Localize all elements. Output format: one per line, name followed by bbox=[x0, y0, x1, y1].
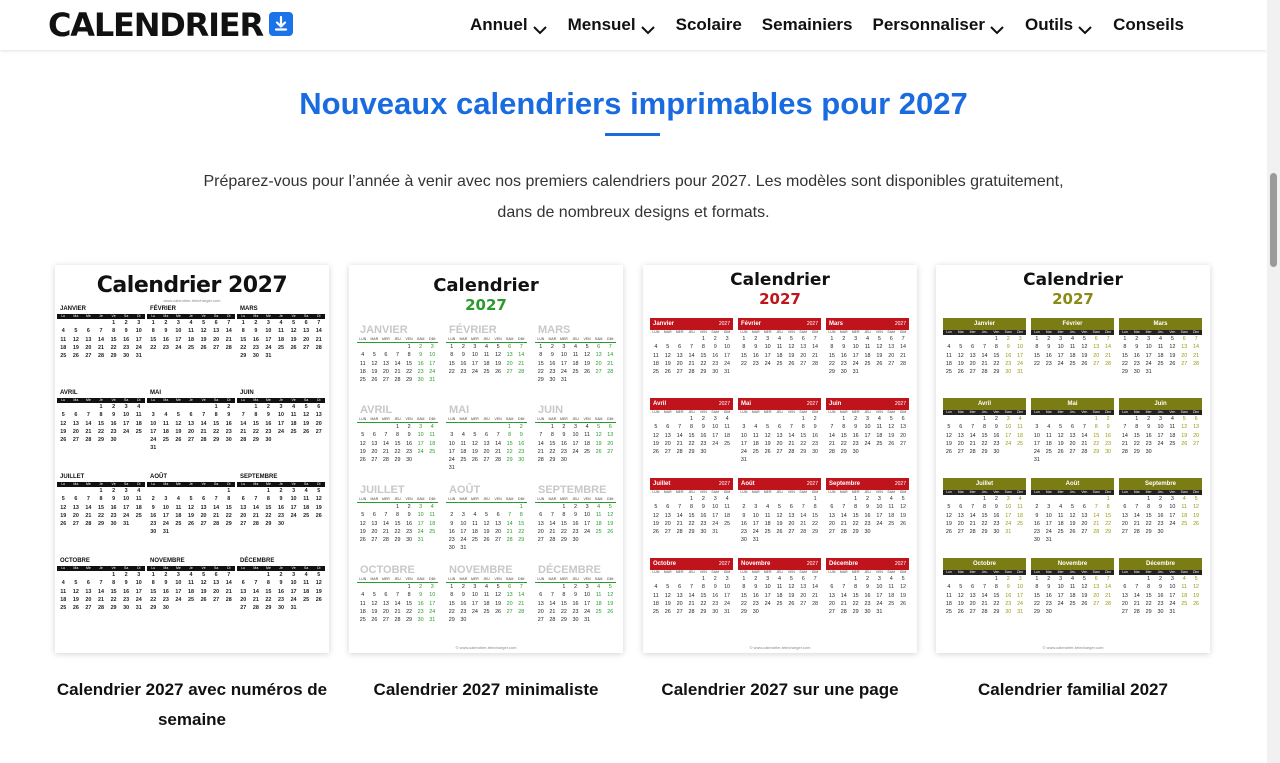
card-thumbnail[interactable] bbox=[936, 265, 1210, 653]
preview-month: SEPTEMBRE Lu Ma Me Je Ve Sa Di 1 2 3 4 5 6 7 8 9 10 11 12 13 14 15 16 17 18 19 20 21 22 23 24 25 26 27 28 29 30 bbox=[237, 473, 325, 528]
card-weeknumbers[interactable] bbox=[55, 265, 329, 735]
card-thumbnail[interactable] bbox=[55, 265, 329, 653]
nav-item-label: Conseils bbox=[1113, 15, 1184, 34]
site-header bbox=[0, 0, 1267, 50]
preview-month: Mai Lun Mar Mer Jeu Ven Sam Dim 1 2 3 4 5 6 7 8 9 10 11 12 13 14 15 16 17 18 19 20 21 22 23 24 25 26 27 28 29 30 31 bbox=[1031, 398, 1114, 465]
preview-month: Mars 2027 LUN MAR MER JEU VEN SAM DIM 1 2 3 4 5 6 7 8 9 10 11 12 13 14 15 16 17 18 19 20 21 22 23 24 25 26 27 28 29 30 31 bbox=[826, 318, 909, 376]
preview-month: OCTOBRE Lu Ma Me Je Ve Sa Di 1 2 3 4 5 6 7 8 9 10 11 12 13 14 15 16 17 18 19 20 21 22 23 24 25 26 27 28 29 30 31 bbox=[57, 557, 145, 612]
nav-item-1[interactable] bbox=[568, 15, 656, 35]
preview-month: Novembre 2027 LUN MAR MER JEU VEN SAM DIM 1 2 3 4 5 6 7 8 9 10 11 12 13 14 15 16 17 18 19 20 21 22 23 24 25 26 27 28 29 30 bbox=[738, 558, 821, 616]
preview-month: Août 2027 LUN MAR MER JEU VEN SAM DIM 1 2 3 4 5 6 7 8 9 10 11 12 13 14 15 16 17 18 19 20 21 22 23 24 25 26 27 28 29 30 31 bbox=[738, 478, 821, 545]
preview-title: Calendrier 2027 bbox=[96, 273, 288, 298]
nav-item-label: Annuel bbox=[469, 15, 528, 34]
card-caption[interactable]: Calendrier familial 2027 bbox=[978, 680, 1168, 699]
card-minimalist[interactable] bbox=[349, 265, 623, 705]
nav-item-label: Personnaliser bbox=[872, 15, 985, 34]
preview-month: JUIN Lu Ma Me Je Ve Sa Di 1 2 3 4 5 6 7 8 9 10 11 12 13 14 15 16 17 18 19 20 21 22 23 24 25 26 27 28 29 30 bbox=[237, 389, 325, 444]
preview-month: JUILLET LUN MAR MER JEU VEN SAM DIM 1 2 3 4 5 6 7 8 9 10 11 12 13 14 15 16 17 18 19 20 21 22 23 24 25 26 27 28 29 30 31 bbox=[357, 483, 438, 544]
card-onepage[interactable] bbox=[643, 265, 917, 705]
preview-month: Juin 2027 LUN MAR MER JEU VEN SAM DIM 1 2 3 4 5 6 7 8 9 10 11 12 13 14 15 16 17 18 19 20 21 22 23 24 25 26 27 28 29 30 bbox=[826, 398, 909, 456]
download-icon bbox=[269, 12, 293, 36]
preview-month: DÉCEMBRE LUN MAR MER JEU VEN SAM DIM 1 2 3 4 5 6 7 8 9 10 11 12 13 14 15 16 17 18 19 20 21 22 23 24 25 26 27 28 29 30 31 bbox=[535, 563, 616, 624]
logo-text: CALENDRIER bbox=[48, 6, 263, 44]
chevron-down-icon bbox=[640, 20, 656, 30]
chevron-down-icon bbox=[1077, 20, 1093, 30]
preview-url: © www.calendrier-telecharger.com bbox=[749, 645, 811, 650]
card-thumbnail[interactable] bbox=[643, 265, 917, 653]
section-title: Nouveaux calendriers imprimables pour 2027 bbox=[299, 86, 968, 121]
nav-item-4[interactable] bbox=[873, 15, 1005, 35]
preview-month: MAI Lu Ma Me Je Ve Sa Di 1 2 3 4 5 6 7 8 9 10 11 12 13 14 15 16 17 18 19 20 21 22 23 24 25 26 27 28 29 30 31 bbox=[147, 389, 235, 453]
preview-month: Octobre 2027 LUN MAR MER JEU VEN SAM DIM 1 2 3 4 5 6 7 8 9 10 11 12 13 14 15 16 17 18 19 20 21 22 23 24 25 26 27 28 29 30 31 bbox=[650, 558, 733, 616]
preview-month: Avril Lun Mar Mer Jeu Ven Sam Dim 1 2 3 4 5 6 7 8 9 10 11 12 13 14 15 16 17 18 19 20 21 22 23 24 25 26 27 28 29 30 bbox=[943, 398, 1026, 456]
preview-url: www.calendrier-telecharger.com bbox=[163, 298, 221, 303]
title-underline bbox=[605, 133, 660, 136]
preview-month: AVRIL LUN MAR MER JEU VEN SAM DIM 1 2 3 4 5 6 7 8 9 10 11 12 13 14 15 16 17 18 19 20 21 22 23 24 25 26 27 28 29 30 bbox=[357, 403, 438, 464]
preview-month: JANVIER Lu Ma Me Je Ve Sa Di 1 2 3 4 5 6 7 8 9 10 11 12 13 14 15 16 17 18 19 20 21 22 23 24 25 26 27 28 29 30 31 bbox=[57, 305, 145, 360]
card-caption[interactable]: Calendrier 2027 sur une page bbox=[661, 680, 899, 699]
preview-month: FÉVRIER LUN MAR MER JEU VEN SAM DIM 1 2 3 4 5 6 7 8 9 10 11 12 13 14 15 16 17 18 19 20 21 22 23 24 25 26 27 28 bbox=[446, 323, 527, 376]
nav-item-3[interactable] bbox=[762, 15, 853, 35]
preview-month: Décembre Lun Mar Mer Jeu Ven Sam Dim 1 2 3 4 5 6 7 8 9 10 11 12 13 14 15 16 17 18 19 20 21 22 23 24 25 26 27 28 29 30 31 bbox=[1119, 558, 1202, 616]
preview-month: Juin Lun Mar Mer Jeu Ven Sam Dim 1 2 3 4 5 6 7 8 9 10 11 12 13 14 15 16 17 18 19 20 21 22 23 24 25 26 27 28 29 30 bbox=[1119, 398, 1202, 456]
preview-title: Calendrier bbox=[433, 275, 539, 296]
card-thumbnail[interactable] bbox=[349, 265, 623, 653]
preview-month: AVRIL Lu Ma Me Je Ve Sa Di 1 2 3 4 5 6 7 8 9 10 11 12 13 14 15 16 17 18 19 20 21 22 23 24 25 26 27 28 29 30 bbox=[57, 389, 145, 444]
nav-item-2[interactable] bbox=[676, 15, 742, 35]
nav-item-label: Semainiers bbox=[761, 15, 853, 34]
card-caption[interactable]: Calendrier 2027 minimaliste bbox=[373, 680, 599, 699]
preview-month: Janvier Lun Mar Mer Jeu Ven Sam Dim 1 2 3 4 5 6 7 8 9 10 11 12 13 14 15 16 17 18 19 20 21 22 23 24 25 26 27 28 29 30 31 bbox=[943, 318, 1026, 376]
section-intro: Préparez-vous pour l’année à venir avec nos premiers calendriers pour 2027. Les modèles sont disponibles gratuitement, dans de nombreux designs et formats. bbox=[203, 173, 1064, 221]
preview-year: 2027 bbox=[759, 290, 801, 308]
card-caption[interactable]: Calendrier 2027 avec numéros de semaine bbox=[56, 680, 328, 729]
preview-month: Novembre Lun Mar Mer Jeu Ven Sam Dim 1 2 3 4 5 6 7 8 9 10 11 12 13 14 15 16 17 18 19 20 21 22 23 24 25 26 27 28 29 30 bbox=[1031, 558, 1114, 616]
preview-month: OCTOBRE LUN MAR MER JEU VEN SAM DIM 1 2 3 4 5 6 7 8 9 10 11 12 13 14 15 16 17 18 19 20 21 22 23 24 25 26 27 28 29 30 31 bbox=[357, 563, 438, 624]
preview-year: 2027 bbox=[1052, 290, 1094, 308]
preview-month: Juillet Lun Mar Mer Jeu Ven Sam Dim 1 2 3 4 5 6 7 8 9 10 11 12 13 14 15 16 17 18 19 20 21 22 23 24 25 26 27 28 29 30 31 bbox=[943, 478, 1026, 536]
preview-month: Septembre Lun Mar Mer Jeu Ven Sam Dim 1 2 3 4 5 6 7 8 9 10 11 12 13 14 15 16 17 18 19 20 21 22 23 24 25 26 27 28 29 30 bbox=[1119, 478, 1202, 536]
preview-month: AOÛT LUN MAR MER JEU VEN SAM DIM 1 2 3 4 5 6 7 8 9 10 11 12 13 14 15 16 17 18 19 20 21 22 23 24 25 26 27 28 29 30 31 bbox=[446, 483, 527, 553]
preview-month: MAI LUN MAR MER JEU VEN SAM DIM 1 2 3 4 5 6 7 8 9 10 11 12 13 14 15 16 17 18 19 20 21 22 23 24 25 26 27 28 29 30 31 bbox=[446, 403, 527, 473]
preview-month: MARS Lu Ma Me Je Ve Sa Di 1 2 3 4 5 6 7 8 9 10 11 12 13 14 15 16 17 18 19 20 21 22 23 24 25 26 27 28 29 30 31 bbox=[237, 305, 325, 360]
preview-month: Février Lun Mar Mer Jeu Ven Sam Dim 1 2 3 4 5 6 7 8 9 10 11 12 13 14 15 16 17 18 19 20 21 22 23 24 25 26 27 28 bbox=[1031, 318, 1114, 368]
preview-month: NOVEMBRE Lu Ma Me Je Ve Sa Di 1 2 3 4 5 6 7 8 9 10 11 12 13 14 15 16 17 18 19 20 21 22 23 24 25 26 27 28 29 30 bbox=[147, 557, 235, 612]
chevron-down-icon bbox=[532, 20, 548, 30]
preview-month: FÉVRIER Lu Ma Me Je Ve Sa Di 1 2 3 4 5 6 7 8 9 10 11 12 13 14 15 16 17 18 19 20 21 22 23 24 25 26 27 28 bbox=[147, 305, 235, 352]
preview-month: Juillet 2027 LUN MAR MER JEU VEN SAM DIM 1 2 3 4 5 6 7 8 9 10 11 12 13 14 15 16 17 18 19 20 21 22 23 24 25 26 27 28 29 30 31 bbox=[650, 478, 733, 536]
preview-month: Janvier 2027 LUN MAR MER JEU VEN SAM DIM 1 2 3 4 5 6 7 8 9 10 11 12 13 14 15 16 17 18 19 20 21 22 23 24 25 26 27 28 29 30 31 bbox=[650, 318, 733, 376]
preview-month: SEPTEMBRE LUN MAR MER JEU VEN SAM DIM 1 2 3 4 5 6 7 8 9 10 11 12 13 14 15 16 17 18 19 20 21 22 23 24 25 26 27 28 29 30 bbox=[535, 483, 616, 544]
preview-month: MARS LUN MAR MER JEU VEN SAM DIM 1 2 3 4 5 6 7 8 9 10 11 12 13 14 15 16 17 18 19 20 21 22 23 24 25 26 27 28 29 30 31 bbox=[535, 323, 616, 384]
nav-item-6[interactable] bbox=[1113, 15, 1184, 35]
card-family[interactable] bbox=[936, 265, 1210, 705]
preview-month: Mai 2027 LUN MAR MER JEU VEN SAM DIM 1 2 3 4 5 6 7 8 9 10 11 12 13 14 15 16 17 18 19 20 21 22 23 24 25 26 27 28 29 30 31 bbox=[738, 398, 821, 465]
preview-month: Avril 2027 LUN MAR MER JEU VEN SAM DIM 1 2 3 4 5 6 7 8 9 10 11 12 13 14 15 16 17 18 19 20 21 22 23 24 25 26 27 28 29 30 bbox=[650, 398, 733, 456]
preview-month: DÉCEMBRE Lu Ma Me Je Ve Sa Di 1 2 3 4 5 6 7 8 9 10 11 12 13 14 15 16 17 18 19 20 21 22 23 24 25 26 27 28 29 30 31 bbox=[237, 557, 325, 612]
preview-month: Octobre Lun Mar Mer Jeu Ven Sam Dim 1 2 3 4 5 6 7 8 9 10 11 12 13 14 15 16 17 18 19 20 21 22 23 24 25 26 27 28 29 30 31 bbox=[943, 558, 1026, 616]
preview-title: Calendrier bbox=[730, 270, 830, 290]
nav-item-label: Outils bbox=[1024, 15, 1074, 34]
preview-month: JUIN LUN MAR MER JEU VEN SAM DIM 1 2 3 4 5 6 7 8 9 10 11 12 13 14 15 16 17 18 19 20 21 22 23 24 25 26 27 28 29 30 bbox=[535, 403, 616, 464]
nav-item-label: Scolaire bbox=[675, 15, 742, 34]
preview-url: © www.calendrier-telecharger.com bbox=[455, 645, 517, 650]
preview-month: Août Lun Mar Mer Jeu Ven Sam Dim 1 2 3 4 5 6 7 8 9 10 11 12 13 14 15 16 17 18 19 20 21 22 23 24 25 26 27 28 29 30 31 bbox=[1031, 478, 1114, 545]
preview-month: NOVEMBRE LUN MAR MER JEU VEN SAM DIM 1 2 3 4 5 6 7 8 9 10 11 12 13 14 15 16 17 18 19 20 21 22 23 24 25 26 27 28 29 30 bbox=[446, 563, 527, 624]
page-scrollbar[interactable] bbox=[1267, 0, 1280, 763]
nav-item-5[interactable] bbox=[1025, 15, 1093, 35]
preview-month: Décembre 2027 LUN MAR MER JEU VEN SAM DIM 1 2 3 4 5 6 7 8 9 10 11 12 13 14 15 16 17 18 19 20 21 22 23 24 25 26 27 28 29 30 31 bbox=[826, 558, 909, 616]
preview-year: 2027 bbox=[465, 296, 507, 314]
preview-month: Septembre 2027 LUN MAR MER JEU VEN SAM DIM 1 2 3 4 5 6 7 8 9 10 11 12 13 14 15 16 17 18 19 20 21 22 23 24 25 26 27 28 29 30 bbox=[826, 478, 909, 536]
nav-item-label: Mensuel bbox=[567, 15, 636, 34]
chevron-down-icon bbox=[989, 20, 1005, 30]
preview-title: Calendrier bbox=[1023, 270, 1123, 290]
scrollbar-thumb[interactable] bbox=[1270, 173, 1277, 267]
preview-url: © www.calendrier-telecharger.com bbox=[1042, 645, 1104, 650]
site-logo[interactable] bbox=[48, 5, 293, 45]
preview-month: AOÛT Lu Ma Me Je Ve Sa Di 1 2 3 4 5 6 7 8 9 10 11 12 13 14 15 16 17 18 19 20 21 22 23 24 25 26 27 28 29 30 31 bbox=[147, 473, 235, 537]
nav-item-0[interactable] bbox=[470, 15, 548, 35]
preview-month: JANVIER LUN MAR MER JEU VEN SAM DIM 1 2 3 4 5 6 7 8 9 10 11 12 13 14 15 16 17 18 19 20 21 22 23 24 25 26 27 28 29 30 31 bbox=[357, 323, 438, 384]
preview-month: JUILLET Lu Ma Me Je Ve Sa Di 1 2 3 4 5 6 7 8 9 10 11 12 13 14 15 16 17 18 19 20 21 22 23 24 25 26 27 28 29 30 31 bbox=[57, 473, 145, 528]
preview-month: Mars Lun Mar Mer Jeu Ven Sam Dim 1 2 3 4 5 6 7 8 9 10 11 12 13 14 15 16 17 18 19 20 21 22 23 24 25 26 27 28 29 30 31 bbox=[1119, 318, 1202, 376]
preview-month: Février 2027 LUN MAR MER JEU VEN SAM DIM 1 2 3 4 5 6 7 8 9 10 11 12 13 14 15 16 17 18 19 20 21 22 23 24 25 26 27 28 bbox=[738, 318, 821, 368]
main-nav bbox=[450, 0, 1184, 50]
